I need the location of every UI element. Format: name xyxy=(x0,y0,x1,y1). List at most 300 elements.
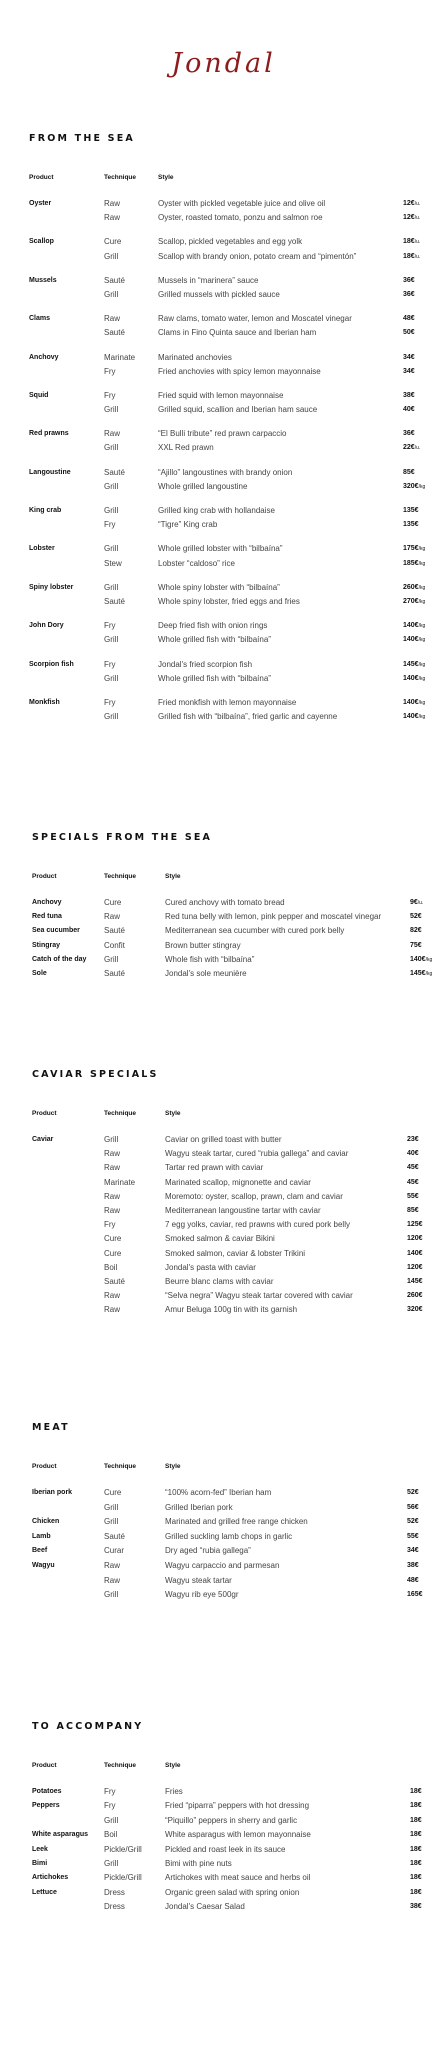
price-value: 36€ xyxy=(403,430,415,438)
price xyxy=(403,621,425,631)
menu-item-row xyxy=(32,1263,437,1277)
price xyxy=(403,482,425,492)
dish-description: Mussels in “marinera” sauce xyxy=(158,275,259,285)
price-value: 18€ xyxy=(403,238,415,246)
price-unit: /kg xyxy=(418,584,426,591)
section-title: SPECIALS FROM THE SEA xyxy=(32,832,213,843)
price-value: 52€ xyxy=(407,1489,419,1496)
section-caviar-specials xyxy=(32,1069,437,1319)
price xyxy=(403,290,415,300)
menu-item-row xyxy=(32,1220,437,1234)
price xyxy=(407,1488,419,1498)
price xyxy=(407,1192,419,1202)
price-unit: /u. xyxy=(414,215,421,222)
price-unit: /kg xyxy=(418,598,426,605)
price-value: 82€ xyxy=(410,927,422,935)
price xyxy=(407,1149,419,1159)
column-header-style: Style xyxy=(165,1110,181,1117)
product-name: Langoustine xyxy=(29,468,71,476)
dish-description: “Ajillo” langoustines with brandy onion xyxy=(158,467,293,477)
price-unit: /u. xyxy=(414,445,421,452)
price-value: 34€ xyxy=(407,1547,419,1555)
price-value: 48€ xyxy=(403,315,415,323)
technique: Fry xyxy=(104,1787,116,1796)
technique: Grill xyxy=(104,405,119,415)
technique: Fry xyxy=(104,366,116,376)
menu-item-row xyxy=(29,405,437,419)
technique: Pickle/Grill xyxy=(104,1844,142,1854)
price-value: 36€ xyxy=(403,276,415,284)
product-name: King crab xyxy=(29,507,62,514)
price-value: 52€ xyxy=(407,1518,419,1526)
dish-description: “100% acorn-fed” Iberian ham xyxy=(165,1488,272,1497)
column-header-technique: Technique xyxy=(104,1463,137,1470)
price xyxy=(403,252,420,262)
product-name: Iberian pork xyxy=(32,1489,73,1496)
price xyxy=(407,1576,419,1586)
product-name: Peppers xyxy=(32,1802,60,1810)
technique: Raw xyxy=(104,1560,121,1570)
price xyxy=(407,1517,419,1527)
price-value: 135€ xyxy=(403,507,419,514)
price-unit: /kg xyxy=(418,637,426,644)
price xyxy=(407,1561,419,1571)
product-name: Anchovy xyxy=(29,353,59,361)
technique: Grill xyxy=(104,582,119,592)
dish-description: Whole grilled lobster with “bilbaína” xyxy=(158,544,283,554)
dish-description: Grilled Iberian pork xyxy=(165,1502,233,1512)
price xyxy=(407,1503,419,1513)
menu-item-row xyxy=(29,520,437,534)
price-unit: /kg xyxy=(418,661,426,668)
dish-description: “Tigre” King crab xyxy=(158,520,218,530)
price xyxy=(403,213,420,223)
technique: Grill xyxy=(104,251,119,261)
product-name: John Dory xyxy=(29,622,64,630)
price xyxy=(407,1220,423,1230)
price-value: 38€ xyxy=(410,1903,422,1911)
section-specials-from-the-sea xyxy=(32,832,437,983)
price xyxy=(403,429,415,439)
technique: Dress xyxy=(104,1902,125,1912)
price xyxy=(410,912,422,922)
menu-item-row xyxy=(29,674,437,688)
price xyxy=(403,405,415,415)
menu-item-row xyxy=(29,698,437,712)
menu-item-row xyxy=(32,1192,437,1206)
price-value: 125€ xyxy=(407,1221,423,1229)
menu-item-row xyxy=(32,1590,437,1605)
price xyxy=(403,367,415,377)
menu-item-row xyxy=(32,1830,437,1844)
section-meat xyxy=(32,1422,437,1605)
technique: Sauté xyxy=(104,1531,125,1541)
menu-item-row xyxy=(29,635,437,649)
price xyxy=(410,1888,422,1898)
price-value: 185€ xyxy=(403,559,419,567)
price-value: 120€ xyxy=(407,1263,423,1271)
column-header-style: Style xyxy=(165,1762,181,1769)
technique: Dress xyxy=(104,1887,125,1897)
menu-item-row xyxy=(29,544,437,558)
price-value: 175€ xyxy=(403,545,419,553)
column-header-technique: Technique xyxy=(104,1762,137,1769)
menu-item-row xyxy=(32,1163,437,1177)
product-name: Caviar xyxy=(32,1136,54,1143)
price-value: 22€ xyxy=(403,444,415,452)
brand-logo[interactable]: Jondal xyxy=(171,48,276,79)
column-header-product: Product xyxy=(32,1463,57,1470)
price xyxy=(403,353,415,363)
menu-item-row xyxy=(29,712,437,726)
column-header-style: Style xyxy=(158,174,174,181)
menu-item-row xyxy=(29,353,437,367)
price xyxy=(410,1845,422,1855)
product-name: Scallop xyxy=(29,238,54,246)
price xyxy=(403,443,420,453)
dish-description: Mediterranean sea cucumber with cured pork belly xyxy=(165,926,345,936)
technique: Sauté xyxy=(104,926,125,936)
column-header-product: Product xyxy=(29,174,54,181)
technique: Grill xyxy=(104,1815,119,1825)
menu-item-row xyxy=(29,314,437,328)
product-name: Stingray xyxy=(32,941,61,949)
technique: Raw xyxy=(104,1149,121,1159)
dish-description: Artichokes with meat sauce and herbs oil xyxy=(165,1873,311,1883)
dish-description: Fried monkfish with lemon mayonnaise xyxy=(158,697,297,707)
price-value: 12€ xyxy=(403,214,415,222)
menu-item-row xyxy=(29,276,437,290)
price-value: 165€ xyxy=(407,1591,423,1599)
price xyxy=(407,1178,419,1188)
menu-item-row xyxy=(32,1546,437,1561)
technique: Fry xyxy=(104,621,116,631)
dish-description: “Selva negra” Wagyu steak tartar covered with caviar xyxy=(165,1291,353,1301)
price-value: 34€ xyxy=(403,367,415,375)
price-unit: /u. xyxy=(414,239,421,246)
price xyxy=(407,1590,423,1600)
price xyxy=(407,1532,419,1542)
product-name: Lamb xyxy=(32,1532,51,1540)
product-name: Sole xyxy=(32,969,47,977)
technique: Cure xyxy=(104,1234,122,1244)
menu-rows xyxy=(32,1787,437,1917)
column-header-technique: Technique xyxy=(104,174,137,181)
technique: Grill xyxy=(104,443,119,453)
product-name: Beef xyxy=(32,1547,48,1555)
menu-item-row xyxy=(29,290,437,304)
dish-description: Beurre blanc clams with caviar xyxy=(165,1276,274,1286)
product-name: Red tuna xyxy=(32,913,62,921)
menu-item-row xyxy=(29,621,437,635)
technique: Cure xyxy=(104,898,122,907)
dish-description: Whole grilled fish with “bilbaína” xyxy=(158,635,271,645)
price-value: 36€ xyxy=(403,290,415,298)
technique: Grill xyxy=(104,289,119,299)
price-value: 56€ xyxy=(407,1503,419,1511)
dish-description: Wagyu steak tartar xyxy=(165,1575,232,1585)
price-value: 18€ xyxy=(410,1874,422,1882)
price xyxy=(403,712,425,722)
price xyxy=(403,506,419,516)
menu-item-row xyxy=(29,660,437,674)
dish-description: Scallop, pickled vegetables and egg yolk xyxy=(158,237,303,247)
price-value: 18€ xyxy=(410,1802,422,1810)
menu-item-row xyxy=(32,1291,437,1305)
price xyxy=(403,276,415,286)
menu-item-row xyxy=(29,597,437,611)
dish-description: Whole grilled fish with “bilbaína” xyxy=(158,673,271,683)
section-title: TO ACCOMPANY xyxy=(32,1721,144,1732)
section-to-accompany xyxy=(32,1721,437,1917)
price-value: 18€ xyxy=(410,1859,422,1867)
price-value: 320€ xyxy=(403,482,419,490)
product-name: Sea cucumber xyxy=(32,927,80,935)
column-header-row xyxy=(32,1463,437,1473)
dish-description: Cured anchovy with tomato bread xyxy=(165,898,285,907)
dish-description: Oyster with pickled vegetable juice and olive oil xyxy=(158,199,326,208)
dish-description: Lobster “caldoso” rice xyxy=(158,558,235,568)
price xyxy=(410,1830,422,1840)
dish-description: XXL Red prawn xyxy=(158,443,214,453)
price xyxy=(407,1163,419,1173)
menu-item-row xyxy=(32,1787,437,1801)
price-value: 140€ xyxy=(403,622,419,630)
product-name: Anchovy xyxy=(32,899,62,906)
price xyxy=(403,635,425,645)
column-header-style: Style xyxy=(165,873,181,880)
dish-description: Fried squid with lemon mayonnaise xyxy=(158,390,284,400)
product-name: Red prawns xyxy=(29,430,69,438)
price xyxy=(407,1249,423,1259)
price-value: 18€ xyxy=(403,252,415,260)
dish-description: Wagyu carpaccio and parmesan xyxy=(165,1560,280,1570)
price xyxy=(410,1859,422,1869)
dish-description: Whole grilled langoustine xyxy=(158,481,248,491)
price-value: 140€ xyxy=(407,1249,423,1257)
price-value: 140€ xyxy=(403,636,419,644)
price xyxy=(407,1135,419,1145)
menu-item-row xyxy=(32,1488,437,1503)
menu-item-row xyxy=(32,1902,437,1916)
technique: Fry xyxy=(104,1220,116,1230)
technique: Raw xyxy=(104,1291,121,1301)
menu-item-row xyxy=(29,252,437,266)
technique: Fry xyxy=(104,659,116,669)
price xyxy=(407,1206,419,1216)
dish-description: Marinated scallop, mignonette and caviar xyxy=(165,1177,311,1187)
price xyxy=(407,1305,423,1315)
dish-description: Tartar red prawn with caviar xyxy=(165,1163,264,1173)
dish-description: Whole fish with “bilbaína” xyxy=(165,954,255,964)
menu-item-row xyxy=(32,1305,437,1319)
menu-item-row xyxy=(32,955,437,969)
column-header-product: Product xyxy=(32,873,57,880)
menu-item-row xyxy=(32,1561,437,1576)
menu-item-row xyxy=(29,468,437,482)
dish-description: Dry aged “rubia gallega” xyxy=(165,1546,251,1556)
technique: Grill xyxy=(104,635,119,645)
dish-description: Marinated anchovies xyxy=(158,352,232,362)
menu-item-row xyxy=(32,1845,437,1859)
price-unit: /kg xyxy=(418,483,426,490)
menu-rows xyxy=(32,1488,437,1605)
dish-description: Fries xyxy=(165,1787,183,1796)
technique: Grill xyxy=(104,673,119,683)
dish-description: Caviar on grilled toast with butter xyxy=(165,1135,282,1144)
price xyxy=(410,941,422,951)
column-header-row xyxy=(32,1762,437,1772)
menu-item-row xyxy=(32,1249,437,1263)
price xyxy=(403,660,425,670)
price xyxy=(403,199,420,209)
technique: Raw xyxy=(104,1163,121,1173)
technique: Fry xyxy=(104,390,116,400)
menu-item-row xyxy=(32,1888,437,1902)
price-value: 18€ xyxy=(410,1788,422,1795)
technique: Marinate xyxy=(104,1177,136,1187)
price xyxy=(407,1234,423,1244)
price-value: 40€ xyxy=(407,1150,419,1158)
price-value: 140€ xyxy=(403,698,419,706)
technique: Raw xyxy=(104,1205,121,1215)
price-value: 135€ xyxy=(403,521,419,529)
dish-description: Jondal's fried scorpion fish xyxy=(158,659,253,669)
technique: Raw xyxy=(104,1575,121,1585)
dish-description: Smoked salmon & caviar Bikini xyxy=(165,1234,275,1244)
technique: Raw xyxy=(104,314,121,324)
price xyxy=(403,559,425,569)
dish-description: Jondal's sole meunière xyxy=(165,968,247,978)
price xyxy=(407,1291,423,1301)
price-value: 9€ xyxy=(410,899,418,906)
price-value: 18€ xyxy=(410,1816,422,1824)
technique: Boil xyxy=(104,1830,118,1840)
product-name: Oyster xyxy=(29,200,52,207)
price-value: 38€ xyxy=(403,391,415,399)
menu-item-row xyxy=(32,1532,437,1547)
price-value: 145€ xyxy=(403,660,419,668)
price xyxy=(403,597,425,607)
price-unit: /u. xyxy=(417,900,424,906)
product-name: Lobster xyxy=(29,545,55,553)
column-header-row xyxy=(32,873,437,883)
price xyxy=(410,955,432,965)
price-value: 38€ xyxy=(407,1561,419,1569)
product-name: Leek xyxy=(32,1845,48,1853)
product-name: Potatoes xyxy=(32,1788,62,1795)
price xyxy=(407,1263,423,1273)
price xyxy=(410,1902,422,1912)
price-unit: /u. xyxy=(414,253,421,260)
menu-item-row xyxy=(32,898,437,912)
section-title: FROM THE SEA xyxy=(29,133,135,144)
price-unit: /kg xyxy=(418,560,426,567)
technique: Sauté xyxy=(104,467,125,477)
price-unit: /kg xyxy=(425,970,433,977)
menu-item-row xyxy=(32,1517,437,1532)
technique: Cure xyxy=(104,1248,122,1258)
price xyxy=(410,1816,422,1826)
price-value: 320€ xyxy=(407,1306,423,1314)
dish-description: Grilled fish with “bilbaína”, fried garlic and cayenne xyxy=(158,712,338,722)
technique: Grill xyxy=(104,1590,119,1600)
price xyxy=(403,520,419,530)
menu-item-row xyxy=(29,328,437,342)
dish-description: Smoked salmon, caviar & lobster Trikini xyxy=(165,1248,306,1258)
product-name: Squid xyxy=(29,391,49,399)
menu-item-row xyxy=(29,199,437,213)
price-value: 55€ xyxy=(407,1192,419,1200)
technique: Cure xyxy=(104,237,122,247)
technique: Fry xyxy=(104,697,116,707)
technique: Fry xyxy=(104,520,116,530)
technique: Raw xyxy=(104,199,121,208)
column-header-row xyxy=(32,1110,437,1120)
dish-description: Whole spiny lobster with “bilbaína” xyxy=(158,582,280,592)
price-unit: /kg xyxy=(418,714,426,721)
dish-description: Wagyu rib eye 500gr xyxy=(165,1590,239,1600)
menu-item-row xyxy=(32,1149,437,1163)
dish-description: Pickled and roast leek in its sauce xyxy=(165,1844,286,1854)
technique: Raw xyxy=(104,1305,121,1315)
price-value: 50€ xyxy=(403,329,415,337)
price-value: 120€ xyxy=(407,1235,423,1243)
product-name: Scorpion fish xyxy=(29,660,74,668)
menu-item-row xyxy=(29,213,437,227)
product-name: Wagyu xyxy=(32,1561,55,1569)
product-name: Chicken xyxy=(32,1518,60,1526)
column-header-product: Product xyxy=(32,1762,57,1769)
menu-item-row xyxy=(29,583,437,597)
menu-item-row xyxy=(32,1206,437,1220)
technique: Raw xyxy=(104,213,121,223)
price xyxy=(407,1546,419,1556)
price-value: 23€ xyxy=(407,1136,419,1143)
technique: Raw xyxy=(104,1191,121,1201)
price-value: 270€ xyxy=(403,597,419,605)
price xyxy=(403,674,425,684)
technique: Pickle/Grill xyxy=(104,1873,142,1883)
menu-rows xyxy=(32,898,437,983)
menu-item-row xyxy=(29,237,437,251)
product-name: Artichokes xyxy=(32,1874,69,1882)
price-unit: /kg xyxy=(418,623,426,630)
technique: Grill xyxy=(104,481,119,491)
dish-description: Grilled suckling lamb chops in garlic xyxy=(165,1531,293,1541)
menu-item-row xyxy=(32,1859,437,1873)
price-unit: /kg xyxy=(418,699,426,706)
column-header-style: Style xyxy=(165,1463,181,1470)
dish-description: 7 egg yolks, caviar, red prawns with cured pork belly xyxy=(165,1220,350,1230)
technique: Raw xyxy=(104,912,121,922)
dish-description: Deep fried fish with onion rings xyxy=(158,621,268,631)
menu-item-row xyxy=(32,1277,437,1291)
technique: Sauté xyxy=(104,1276,125,1286)
product-name: Spiny lobster xyxy=(29,583,74,591)
price-value: 48€ xyxy=(407,1576,419,1584)
dish-description: Fried anchovies with spicy lemon mayonnaise xyxy=(158,366,321,376)
price xyxy=(403,237,420,247)
technique: Grill xyxy=(104,1502,119,1512)
dish-description: Clams in Fino Quinta sauce and Iberian ham xyxy=(158,328,317,338)
dish-description: Mediterranean langoustine tartar with caviar xyxy=(165,1205,321,1215)
dish-description: Oyster, roasted tomato, ponzu and salmon roe xyxy=(158,213,323,223)
menu-item-row xyxy=(32,1576,437,1591)
dish-description: Bimi with pine nuts xyxy=(165,1858,232,1868)
menu-item-row xyxy=(32,926,437,940)
menu-item-row xyxy=(32,1234,437,1248)
